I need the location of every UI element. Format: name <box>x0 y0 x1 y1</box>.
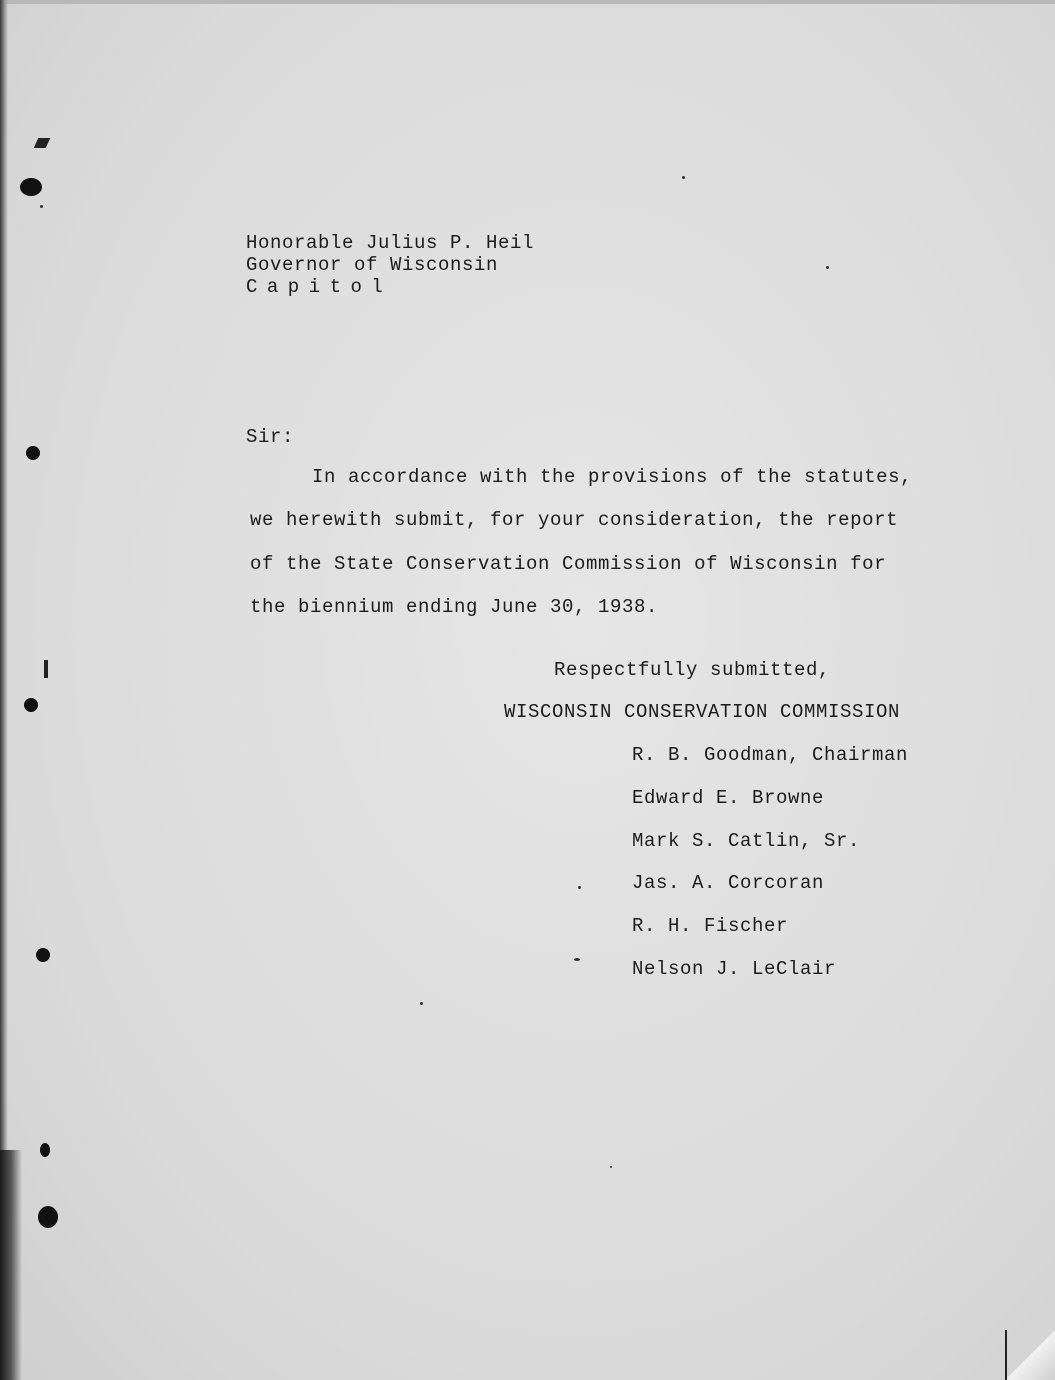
signatory: Jas. A. Corcoran <box>632 872 825 894</box>
organization-name: WISCONSIN CONSERVATION COMMISSION <box>504 701 901 723</box>
speck <box>420 1002 423 1005</box>
signatory: R. B. Goodman, Chairman <box>632 744 909 766</box>
signatory: Edward E. Browne <box>632 787 825 809</box>
speck <box>578 886 581 889</box>
binding-hole <box>20 178 42 196</box>
binding-hole <box>38 1206 58 1228</box>
binding-mark <box>34 138 51 148</box>
speck <box>574 958 580 961</box>
torn-binding-edge <box>0 1150 22 1380</box>
top-edge-shadow <box>0 0 1055 4</box>
speck <box>682 176 685 179</box>
punch-hole <box>36 948 50 962</box>
body-line: we herewith submit, for your consideration, the report <box>250 509 899 531</box>
body-line: the biennium ending June 30, 1938. <box>250 596 659 618</box>
binding-hole <box>24 698 38 712</box>
punch-hole <box>26 446 40 460</box>
binding-mark <box>44 660 48 678</box>
binding-hole <box>40 1143 50 1157</box>
salutation: Sir: <box>246 426 295 448</box>
body-line: In accordance with the provisions of the statutes, <box>312 466 913 488</box>
addressee-location: Capitol <box>246 276 393 298</box>
speck <box>826 266 829 269</box>
addressee-title: Governor of Wisconsin <box>246 254 499 276</box>
speck <box>610 1166 612 1168</box>
signatory: Nelson J. LeClair <box>632 958 837 980</box>
signatory: Mark S. Catlin, Sr. <box>632 830 861 852</box>
addressee-name: Honorable Julius P. Heil <box>246 232 535 254</box>
page-corner-curl <box>1005 1330 1055 1380</box>
complimentary-close: Respectfully submitted, <box>554 659 831 681</box>
signatory: R. H. Fischer <box>632 915 789 937</box>
speck <box>40 205 43 208</box>
body-line: of the State Conservation Commission of Wisconsin for <box>250 553 887 575</box>
